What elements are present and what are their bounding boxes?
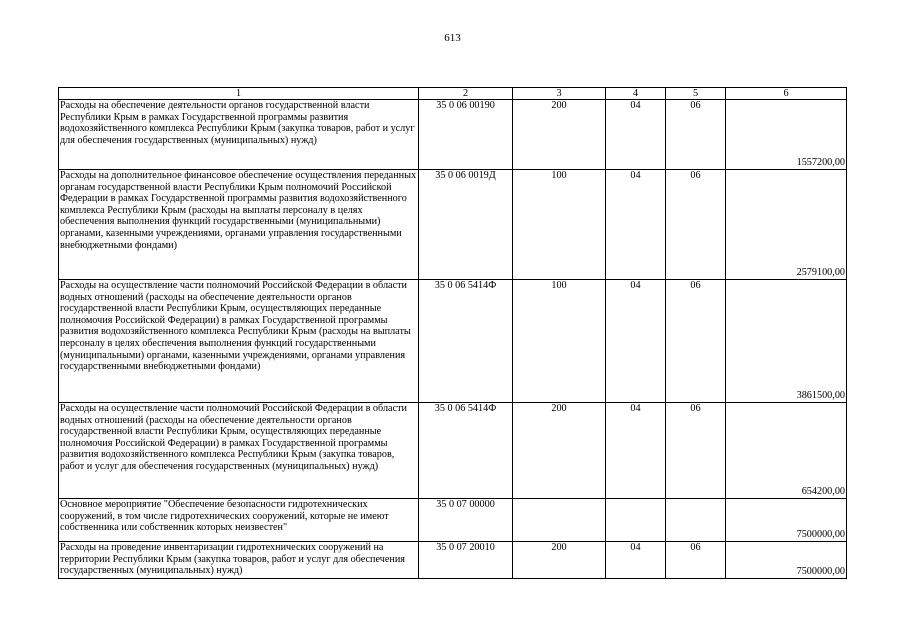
row-amount: 7500000,00	[726, 542, 847, 579]
header-col-2: 2	[419, 88, 513, 100]
table-row	[59, 403, 847, 499]
row-section: 04	[606, 542, 666, 579]
budget-table	[58, 87, 847, 579]
row-description: Расходы на обеспечение деятельности органов государственной власти Республики Крым в рамках Государственной программы развития водохозяйственного комплекса Республики Крым (закупка товаров, работ и услуг для обеспечения государственных (муниципальных) нужд)	[59, 100, 419, 170]
row-target-code: 35 0 07 20010	[419, 542, 513, 579]
table-row	[59, 280, 847, 403]
row-subsection	[666, 499, 726, 542]
row-section: 04	[606, 403, 666, 499]
row-expense-type: 100	[513, 280, 606, 403]
row-expense-type: 200	[513, 100, 606, 170]
table-row	[59, 499, 847, 542]
header-col-5: 5	[666, 88, 726, 100]
row-section	[606, 499, 666, 542]
row-target-code: 35 0 06 0019Д	[419, 170, 513, 280]
row-description: Расходы на осуществление части полномочий Российской Федерации в области водных отношений (расходы на обеспечение деятельности органов государственной власти Республики Крым, осуществляющих переданные полномочия Российской Федерации) в рамках Государственной программы развития водохозяйственного комплекса Республики Крым (расходы на выплаты персоналу в целях обеспечения выполнения функций государственными (муниципальными) органами, казенными учреждениями, органами управления государственными внебюджетными фондами)	[59, 280, 419, 403]
row-expense-type: 200	[513, 542, 606, 579]
header-col-4: 4	[606, 88, 666, 100]
table-row	[59, 170, 847, 280]
row-section: 04	[606, 100, 666, 170]
row-subsection: 06	[666, 100, 726, 170]
row-expense-type	[513, 499, 606, 542]
page-number: 613	[444, 32, 461, 44]
row-target-code: 35 0 07 00000	[419, 499, 513, 542]
row-amount: 7500000,00	[726, 499, 847, 542]
row-section: 04	[606, 280, 666, 403]
row-description: Расходы на осуществление части полномочий Российской Федерации в области водных отношений (расходы на обеспечение деятельности органов государственной власти Республики Крым, осуществляющих переданные полномочия Российской Федерации) в рамках Государственной программы развития водохозяйственного комплекса Республики Крым (закупка товаров, работ и услуг для обеспечения государственных (муниципальных) нужд)	[59, 403, 419, 499]
row-subsection: 06	[666, 542, 726, 579]
row-amount: 3861500,00	[726, 280, 847, 403]
row-subsection: 06	[666, 403, 726, 499]
row-expense-type: 200	[513, 403, 606, 499]
table-row	[59, 542, 847, 579]
row-amount: 2579100,00	[726, 170, 847, 280]
table-header-row	[59, 88, 847, 100]
row-subsection: 06	[666, 280, 726, 403]
table-row	[59, 100, 847, 170]
row-target-code: 35 0 06 00190	[419, 100, 513, 170]
header-col-6: 6	[726, 88, 847, 100]
row-amount: 654200,00	[726, 403, 847, 499]
row-section: 04	[606, 170, 666, 280]
row-subsection: 06	[666, 170, 726, 280]
row-expense-type: 100	[513, 170, 606, 280]
row-description: Расходы на дополнительное финансовое обеспечение осуществления переданных органам государственной власти Республики Крым полномочий Российской Федерации в рамках Государственной программы развития водохозяйственного комплекса Республики Крым (расходы на выплаты персоналу в целях обеспечения выполнения функций государственными (муниципальными) органами, казенными учреждениями, органами управления государственными внебюджетными фондами)	[59, 170, 419, 280]
row-description: Основное мероприятие "Обеспечение безопасности гидротехнических сооружений, в том числе гидротехнических сооружений, которые не имеют собственника или собственник которых неизвестен"	[59, 499, 419, 542]
row-description: Расходы на проведение инвентаризации гидротехнических сооружений на территории Республики Крым (закупка товаров, работ и услуг для обеспечения государственных (муниципальных) нужд)	[59, 542, 419, 579]
row-target-code: 35 0 06 5414Ф	[419, 280, 513, 403]
header-col-1: 1	[59, 88, 419, 100]
row-target-code: 35 0 06 5414Ф	[419, 403, 513, 499]
row-amount: 1557200,00	[726, 100, 847, 170]
header-col-3: 3	[513, 88, 606, 100]
